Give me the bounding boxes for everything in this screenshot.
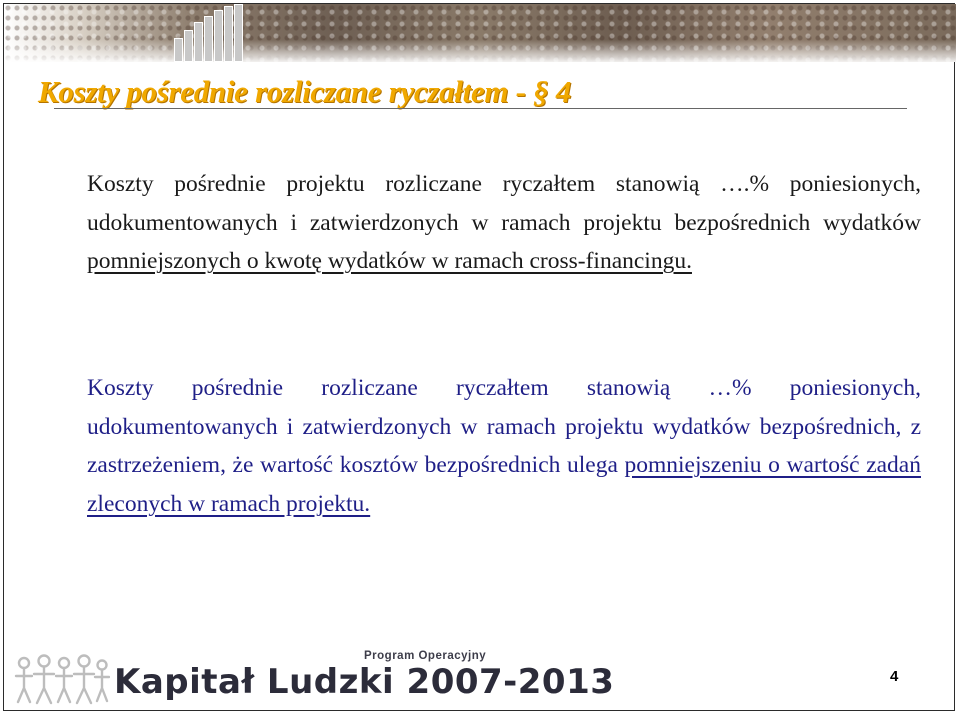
title-underline	[54, 108, 907, 109]
paragraph-1	[87, 165, 921, 281]
people-figures-icon	[14, 654, 110, 706]
paragraph-1-text: Koszty pośrednie projektu rozliczane ryczałtem stanowią ….% poniesionych, udokumentowanych i zatwierdzonych w ramach projektu bezpośrednich wydatków	[87, 171, 921, 236]
page-number: 4	[890, 668, 899, 685]
paragraph-2	[87, 369, 921, 523]
program-label: Program Operacyjny	[364, 650, 487, 662]
paragraph-2-text: Koszty pośrednie rozliczane ryczałtem stanowią …% poniesionych, udokumentowanych i zatwierdzonych w ramach projektu wydatków bezpośrednich, z zastrzeżeniem, że wartość kosztów bezpośrednich ulega	[87, 375, 921, 478]
brand-logo-text: Kapitał Ludzki 2007-2013	[114, 662, 615, 702]
paragraph-1-underlined-text: pomniejszonych o kwotę wydatków w ramach cross-financingu.	[87, 248, 692, 274]
footer	[14, 640, 944, 706]
bar-graphic	[4, 4, 254, 62]
slide-title: Koszty pośrednie rozliczane ryczałtem - § 4	[38, 74, 572, 109]
paragraph-2-underlined-text: pomniejszeniu o wartość zadań zleconych w ramach projektu.	[87, 452, 921, 517]
